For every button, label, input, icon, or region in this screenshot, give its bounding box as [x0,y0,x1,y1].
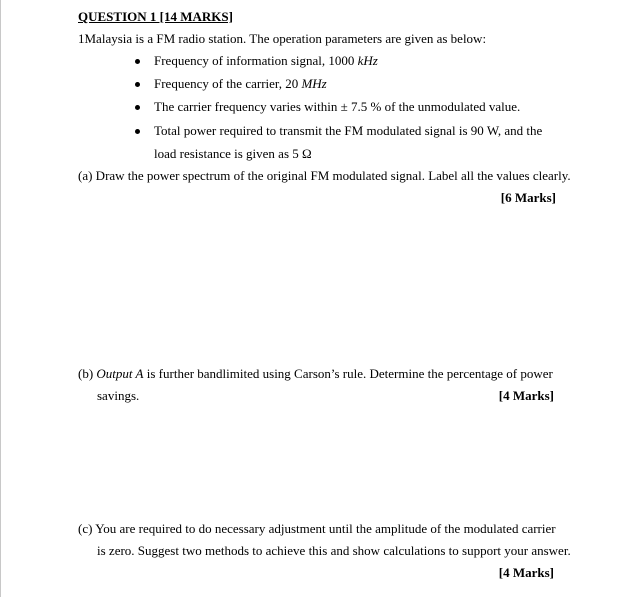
bullet-item-info-frequency [154,53,378,69]
part-c-line1: (c) You are required to do necessary adjustment until the amplitude of the modulated carrier [78,521,556,536]
bullet-unit: MHz [301,76,327,91]
bullet-dot [135,129,140,134]
bullet-dot [135,105,140,110]
question-intro: 1Malaysia is a FM radio station. The operation parameters are given as below: [78,31,487,46]
part-c-marks: [4 Marks] [498,565,554,580]
bullet-dot [135,82,140,87]
part-b-rest: is further bandlimited using Carson’s rule. Determine the percentage of power [143,366,553,381]
bullet-text: Frequency of information signal, 1000 [154,53,358,68]
part-a-text: (a) Draw the power spectrum of the original FM modulated signal. Label all the values clearly. [78,168,571,183]
part-b-marks: [4 Marks] [498,388,554,403]
part-b-line1 [78,366,553,382]
bullet-item-frequency-deviation: The carrier frequency varies within ± 7.5 % of the unmodulated value. [154,99,521,114]
bullet-item-total-power: Total power required to transmit the FM modulated signal is 90 W, and the [154,123,543,138]
bullet-dot [135,59,140,64]
bullet-item-carrier-frequency [154,76,327,92]
part-b-line2: savings. [97,388,140,403]
part-b-prefix: (b) [78,366,97,381]
part-a-marks: [6 Marks] [500,190,556,205]
page-left-border [0,0,1,597]
part-b-italic: Output A [96,366,144,381]
part-c-line2: is zero. Suggest two methods to achieve this and show calculations to support your answer. [97,543,571,558]
bullet-text: Frequency of the carrier, 20 [154,76,302,91]
bullet-item-total-power-cont: load resistance is given as 5 Ω [154,146,312,161]
bullet-unit: kHz [357,53,378,68]
question-title: QUESTION 1 [14 MARKS] [78,9,233,24]
